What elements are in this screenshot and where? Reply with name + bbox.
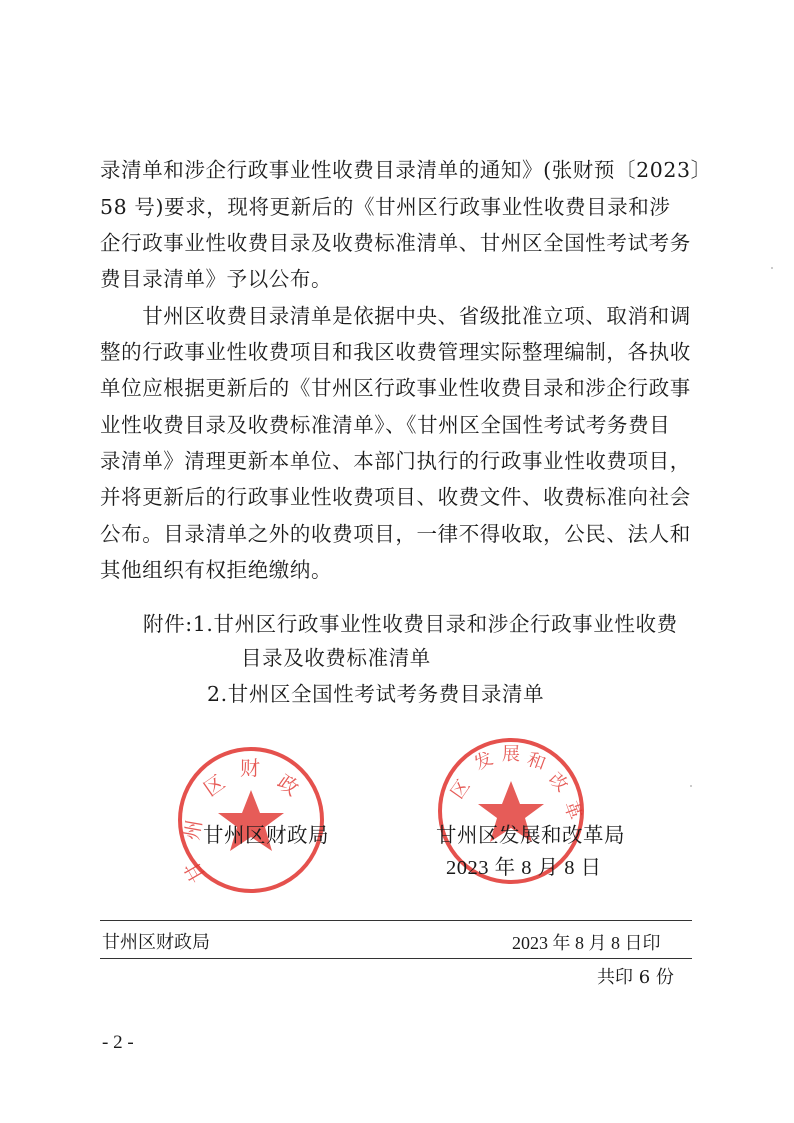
body-line: 业性收费目录及收费标准清单》、《甘州区全国性考试考务费目 [100,413,671,437]
footer-middle-rule [100,958,692,959]
attachment-item-2: 2.甘州区全国性考试考务费目录清单 [207,682,545,706]
signature-development-reform-bureau: 甘州区发展和改革局 [436,823,625,847]
body-line: 录清单》清理更新本单位、本部门执行的行政事业性收费项目， [100,449,691,473]
svg-text:发: 发 [471,747,497,775]
svg-text:展: 展 [502,744,520,765]
svg-text:甘: 甘 [179,857,211,887]
signature-date: 2023 年 8 月 8 日 [446,857,602,879]
body-line: 甘州区收费目录清单是依据中央、省级批准立项、取消和调 [100,304,691,328]
body-line: 并将更新后的行政事业性收费项目、收费文件、收费标准向社会 [100,485,691,509]
attachment-item-1: 附件:1.甘州区行政事业性收费目录和涉企行政事业性收费 [143,612,678,636]
scan-speck [771,267,773,269]
body-line: 企行政事业性收费目录及收费标准清单、甘州区全国性考试考务 [100,231,691,255]
svg-text:革: 革 [559,798,586,823]
page-number: - 2 - [102,1032,134,1053]
footer-copies: 共印 6 份 [597,967,674,988]
body-line: 单位应根据更新后的《甘州区行政事业性收费目录和涉企行政事 [100,376,691,400]
body-line: 整的行政事业性收费项目和我区收费管理实际整理编制，各执收 [100,340,691,364]
svg-text:区: 区 [199,769,230,802]
svg-text:改: 改 [544,768,573,797]
body-line: 公布。目录清单之外的收费项目，一律不得收取，公民、法人和 [100,522,691,546]
svg-text:州: 州 [179,818,207,842]
body-line: 其他组织有权拒绝缴纳。 [100,558,333,582]
body-line: 费目录清单》予以公布。 [100,267,333,291]
body-line: 录清单和涉企行政事业性收费目录清单的通知》(张财预〔2023〕 [100,158,712,182]
svg-text:政: 政 [273,769,304,801]
svg-text:区: 区 [446,776,475,803]
svg-text:财: 财 [240,756,260,780]
scan-speck [690,785,692,787]
svg-text:和: 和 [524,748,549,775]
footer-print-date: 2023 年 8 月 8 日印 [512,933,661,953]
footer-top-rule [100,920,692,921]
footer-issuer: 甘州区财政局 [102,932,210,953]
attachment-item-1-cont: 目录及收费标准清单 [241,646,431,670]
signature-finance-bureau: 甘州区财政局 [203,823,329,847]
body-line: 58 号)要求，现将更新后的《甘州区行政事业性收费目录和涉 [100,195,671,219]
